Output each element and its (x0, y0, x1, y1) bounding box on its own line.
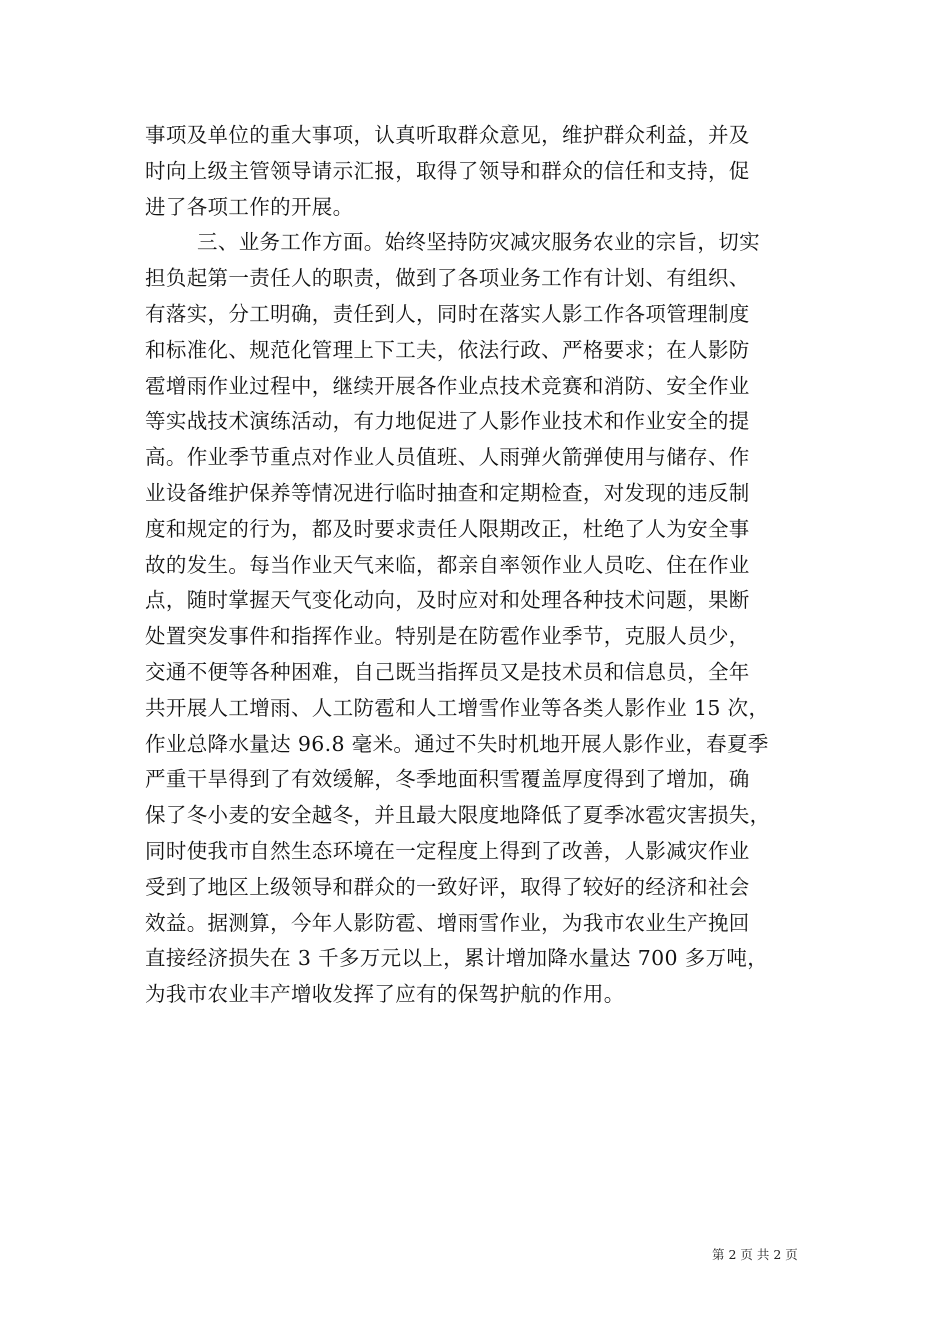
text-line: 交通不便等各种困难，自己既当指挥员又是技术员和信息员，全年 (145, 659, 750, 684)
document-body (145, 118, 825, 1013)
text-line: 高。作业季节重点对作业人员值班、人雨弹火箭弹使用与储存、作 (145, 445, 750, 470)
text-line: 和标准化、规范化管理上下工夫，依法行政、严格要求；在人影防 (145, 337, 750, 362)
text-line: 作业总降水量达 96.8 毫米。通过不失时机地开展人影作业，春夏季 (145, 731, 769, 756)
text-line: 为我市农业丰产增收发挥了应有的保驾护航的作用。 (145, 982, 625, 1007)
text-line: 直接经济损失在 3 千多万元以上，累计增加降水量达 700 多万吨， (145, 946, 769, 971)
text-line: 点，随时掌握天气变化动向，及时应对和处理各种技术问题，果断 (145, 588, 750, 613)
text-line: 度和规定的行为，都及时要求责任人限期改正，杜绝了人为安全事 (145, 516, 750, 541)
text-line: 担负起第一责任人的职责，做到了各项业务工作有计划、有组织、 (145, 266, 750, 291)
text-line: 有落实，分工明确，责任到人，同时在落实人影工作各项管理制度 (145, 301, 750, 326)
text-line: 受到了地区上级领导和群众的一致好评，取得了较好的经济和社会 (145, 874, 750, 899)
text-line: 同时使我市自然生态环境在一定程度上得到了改善，人影减灾作业 (145, 838, 750, 863)
text-line: 进了各项工作的开展。 (145, 194, 354, 219)
text-line: 业设备维护保养等情况进行临时抽查和定期检查，对发现的违反制 (145, 480, 750, 505)
text-line: 处置突发事件和指挥作业。特别是在防雹作业季节，克服人员少， (145, 624, 750, 649)
text-line: 时向上级主管领导请示汇报，取得了领导和群众的信任和支持，促 (145, 158, 750, 183)
section-heading-line: 三、业务工作方面。始终坚持防灾减灾服务农业的宗旨，切实 (197, 230, 760, 255)
page-number-footer: 第 2 页 共 2 页 (712, 1247, 798, 1262)
text-line: 共开展人工增雨、人工防雹和人工增雪作业等各类人影作业 15 次， (145, 695, 770, 720)
text-line: 事项及单位的重大事项，认真听取群众意见，维护群众利益，并及 (145, 123, 750, 147)
text-line: 保了冬小麦的安全越冬，并且最大限度地降低了夏季冰雹灾害损失， (145, 803, 771, 828)
text-line: 雹增雨作业过程中，继续开展各作业点技术竞赛和消防、安全作业 (145, 373, 750, 398)
text-line: 故的发生。每当作业天气来临，都亲自率领作业人员吃、住在作业 (145, 552, 750, 577)
text-line: 等实战技术演练活动，有力地促进了人影作业技术和作业安全的提 (145, 409, 750, 434)
text-line: 严重干旱得到了有效缓解，冬季地面积雪覆盖厚度得到了增加，确 (145, 767, 750, 792)
text-line: 效益。据测算，今年人影防雹、增雨雪作业，为我市农业生产挽回 (145, 910, 750, 935)
